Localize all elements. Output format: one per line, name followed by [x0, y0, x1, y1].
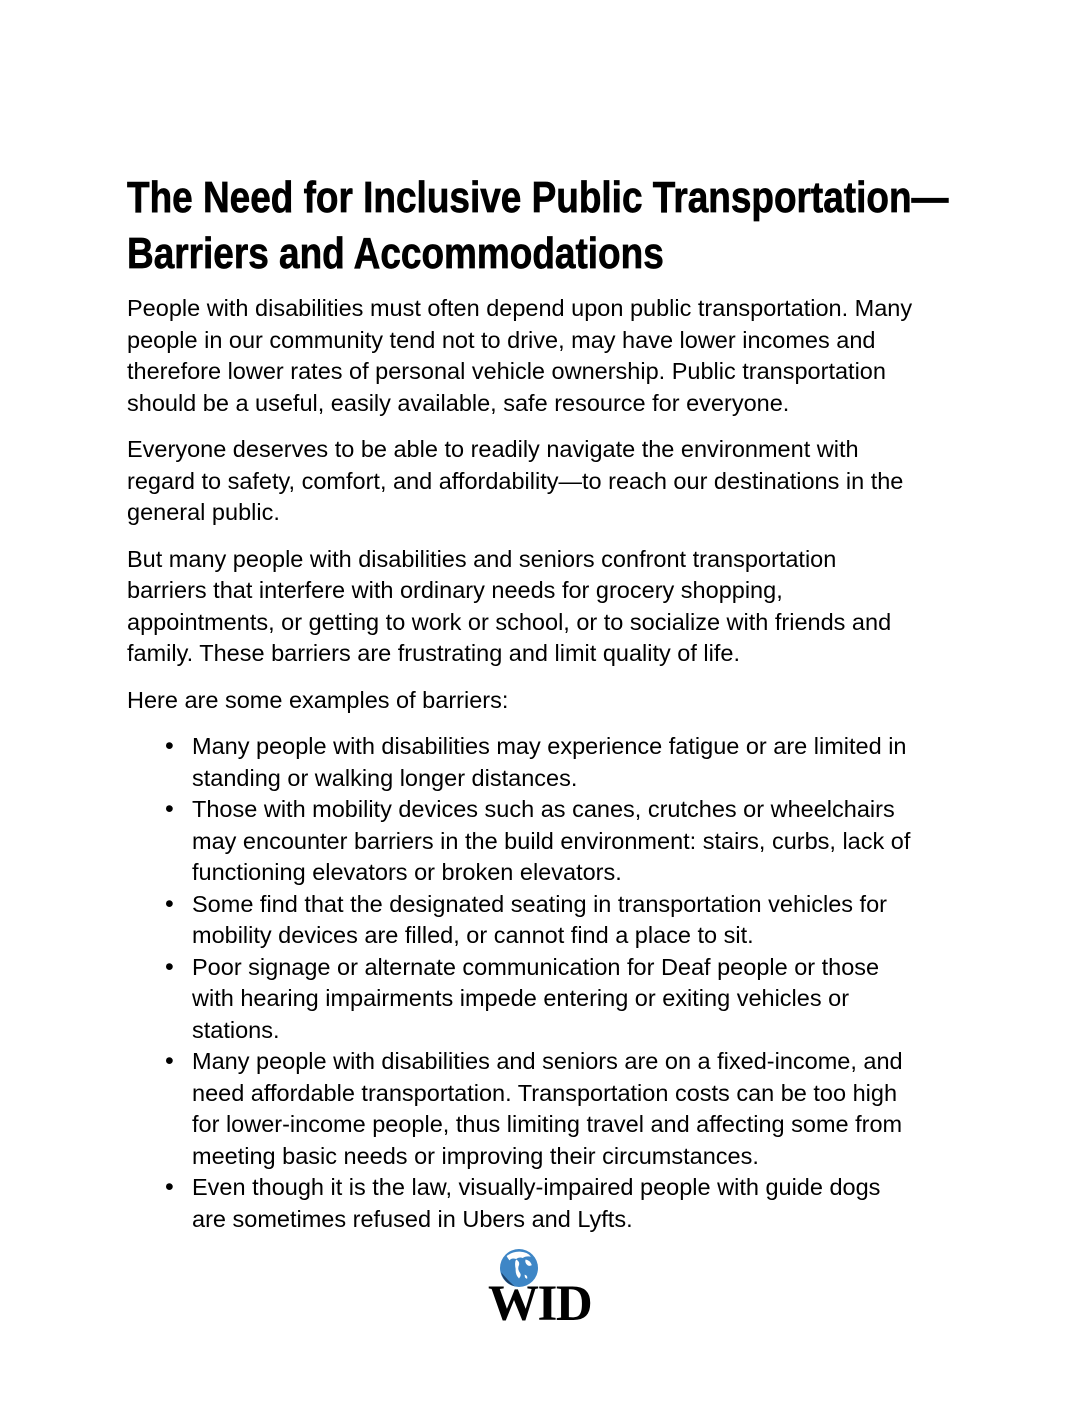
text-line: regard to safety, comfort, and affordability—to reach our destinations in the — [127, 467, 904, 494]
text-line: general public. — [127, 499, 280, 525]
wid-logo-text: WID — [488, 1276, 592, 1332]
text-line: for lower-income people, thus limiting travel and affecting some from — [192, 1111, 903, 1137]
text-line: stations. — [192, 1016, 280, 1043]
page-title — [127, 170, 961, 282]
paragraph-examples-lead-in — [127, 685, 961, 717]
list-item-fatigue — [127, 731, 961, 794]
text-line: Here are some examples of barriers: — [127, 686, 509, 713]
text-line: • Even though it is the law, visually-impaired people with guide dogs — [192, 1174, 881, 1200]
text-line: • Some find that the designated seating in transportation vehicles for — [192, 890, 887, 917]
list-item-guide-dogs — [127, 1172, 961, 1235]
text-line: • Those with mobility devices such as canes, crutches or wheelchairs — [192, 796, 895, 822]
text-line: • Many people with disabilities and seniors are on a fixed-income, and — [192, 1048, 903, 1074]
list-item-designated-seating — [127, 889, 961, 952]
list-item-signage — [127, 952, 961, 1047]
text-line: • Poor signage or alternate communication for Deaf people or those — [192, 953, 880, 980]
text-line: appointments, or getting to work or school, or to socialize with friends and — [127, 608, 892, 635]
text-line: People with disabilities must often depend upon public transportation. Many — [127, 295, 913, 321]
list-item-mobility-devices — [127, 794, 961, 889]
text-line: Everyone deserves to be able to readily navigate the environment with — [127, 436, 859, 462]
text-line: standing or walking longer distances. — [192, 764, 578, 791]
text-line: may encounter barriers in the build environment: stairs, curbs, lack of — [192, 827, 911, 854]
text-line: • Many people with disabilities may experience fatigue or are limited in — [192, 733, 907, 759]
text-line: family. These barriers are frustrating and limit quality of life. — [127, 640, 740, 666]
text-line: barriers that interfere with ordinary needs for grocery shopping, — [127, 577, 783, 603]
paragraph-barriers — [127, 544, 961, 670]
text-line: functioning elevators or broken elevators. — [192, 859, 622, 885]
text-line: therefore lower rates of personal vehicle ownership. Public transportation — [127, 358, 886, 384]
wid-logo — [488, 1249, 600, 1359]
text-line: should be a useful, easily available, safe resource for everyone. — [127, 389, 790, 416]
paragraph-everyone-deserves — [127, 434, 961, 529]
text-line: need affordable transportation. Transportation costs can be too high — [192, 1079, 898, 1106]
page-title-line-1: The Need for Inclusive Public Transportation— — [127, 173, 949, 222]
barriers-list — [127, 731, 961, 1235]
text-line: are sometimes refused in Ubers and Lyfts. — [192, 1205, 633, 1232]
text-line: meeting basic needs or improving their circumstances. — [192, 1142, 759, 1169]
page-title-line-2: Barriers and Accommodations — [127, 229, 664, 278]
text-line: people in our community tend not to drive, may have lower incomes and — [127, 326, 876, 353]
text-line: mobility devices are filled, or cannot find a place to sit. — [192, 922, 754, 948]
paragraph-intro — [127, 293, 961, 419]
text-line: with hearing impairments impede entering or exiting vehicles or — [192, 985, 850, 1011]
list-item-fixed-income — [127, 1046, 961, 1172]
text-line: But many people with disabilities and seniors confront transportation — [127, 545, 837, 572]
